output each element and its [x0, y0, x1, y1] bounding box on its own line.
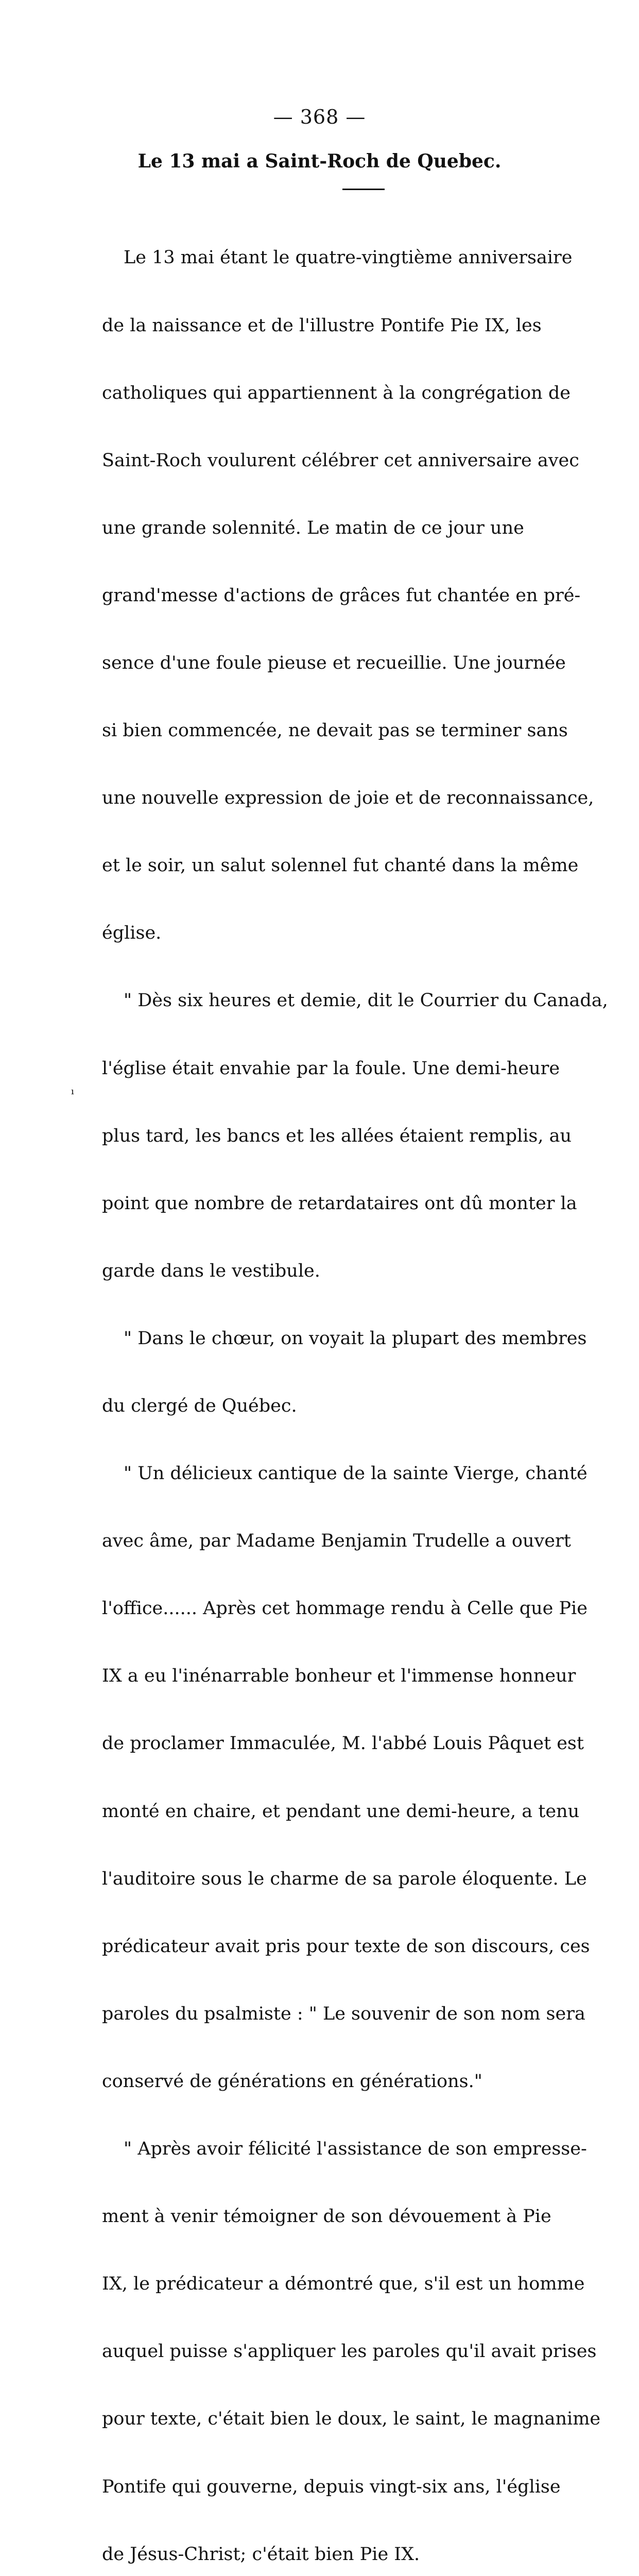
text-line: IX, le prédicateur a démontré que, s'il est un homme [102, 2274, 585, 2295]
text-line: de la naissance et de l'illustre Pontife Pie IX, les [102, 315, 542, 336]
text-line: une grande solennité. Le matin de ce jour une [102, 517, 524, 538]
text-line: auquel puisse s'appliquer les paroles qu'il avait prises [102, 2341, 597, 2362]
text-line: IX a eu l'inénarrable bonheur et l'immense honneur [102, 1666, 576, 1687]
article-title: Le 13 mai a Saint-Roch de Quebec. [137, 150, 502, 172]
text-line: catholiques qui appartiennent à la congrégation de [102, 382, 571, 403]
article-body [102, 202, 637, 2576]
text-line: paroles du psalmiste : " Le souvenir de son nom sera [102, 2003, 585, 2024]
text-line: de Jésus-Christ; c'était bien Pie IX. [102, 2544, 420, 2565]
text-line: de proclamer Immaculée, M. l'abbé Louis Pâquet est [102, 1733, 584, 1754]
text-line: l'office...... Après cet hommage rendu à Celle que Pie [102, 1598, 588, 1619]
text-line: Le 13 mai étant le quatre-vingtième anniversaire [124, 247, 573, 268]
text-line: du clergé de Québec. [102, 1396, 297, 1416]
text-line: " Après avoir félicité l'assistance de son empresse- [124, 2139, 587, 2160]
text-line: sence d'une foule pieuse et recueillie. Une journée [102, 652, 566, 673]
text-line: pour texte, c'était bien le doux, le saint, le magnanime [102, 2409, 601, 2430]
text-line: une nouvelle expression de joie et de reconnaissance, [102, 788, 594, 809]
title-rule [342, 189, 385, 190]
text-line: plus tard, les bancs et les allées étaient remplis, au [102, 1125, 572, 1146]
text-line: point que nombre de retardataires ont dû monter la [102, 1193, 577, 1214]
text-line: l'église était envahie par la foule. Une demi-heure [102, 1058, 560, 1079]
stray-mark: ı [71, 1086, 74, 1097]
text-line: " Un délicieux cantique de la sainte Vierge, chanté [124, 1463, 588, 1484]
text-line: ment à venir témoigner de son dévouement à Pie [102, 2206, 551, 2227]
text-line: prédicateur avait pris pour texte de son discours, ces [102, 1936, 590, 1957]
text-line: grand'messe d'actions de grâces fut chantée en pré- [102, 585, 581, 606]
text-line: conservé de générations en générations." [102, 2071, 482, 2092]
page-number: — 368 — [273, 106, 366, 128]
text-line: garde dans le vestibule. [102, 1260, 320, 1281]
text-line: avec âme, par Madame Benjamin Trudelle a ouvert [102, 1531, 571, 1552]
text-line: monté en chaire, et pendant une demi-heure, a tenu [102, 1801, 580, 1822]
text-line: si bien commencée, ne devait pas se terminer sans [102, 720, 568, 741]
text-line: et le soir, un salut solennel fut chanté dans la même [102, 855, 579, 876]
text-line: l'auditoire sous le charme de sa parole éloquente. Le [102, 1868, 587, 1889]
text-line: Saint-Roch voulurent célébrer cet anniversaire avec [102, 450, 579, 471]
text-line: église. [102, 923, 162, 944]
text-line: Pontife qui gouverne, depuis vingt-six ans, l'église [102, 2476, 561, 2497]
text-line: " Dès six heures et demie, dit le Courrier du Canada, [124, 990, 608, 1011]
text-line: " Dans le chœur, on voyait la plupart des membres [124, 1328, 587, 1349]
